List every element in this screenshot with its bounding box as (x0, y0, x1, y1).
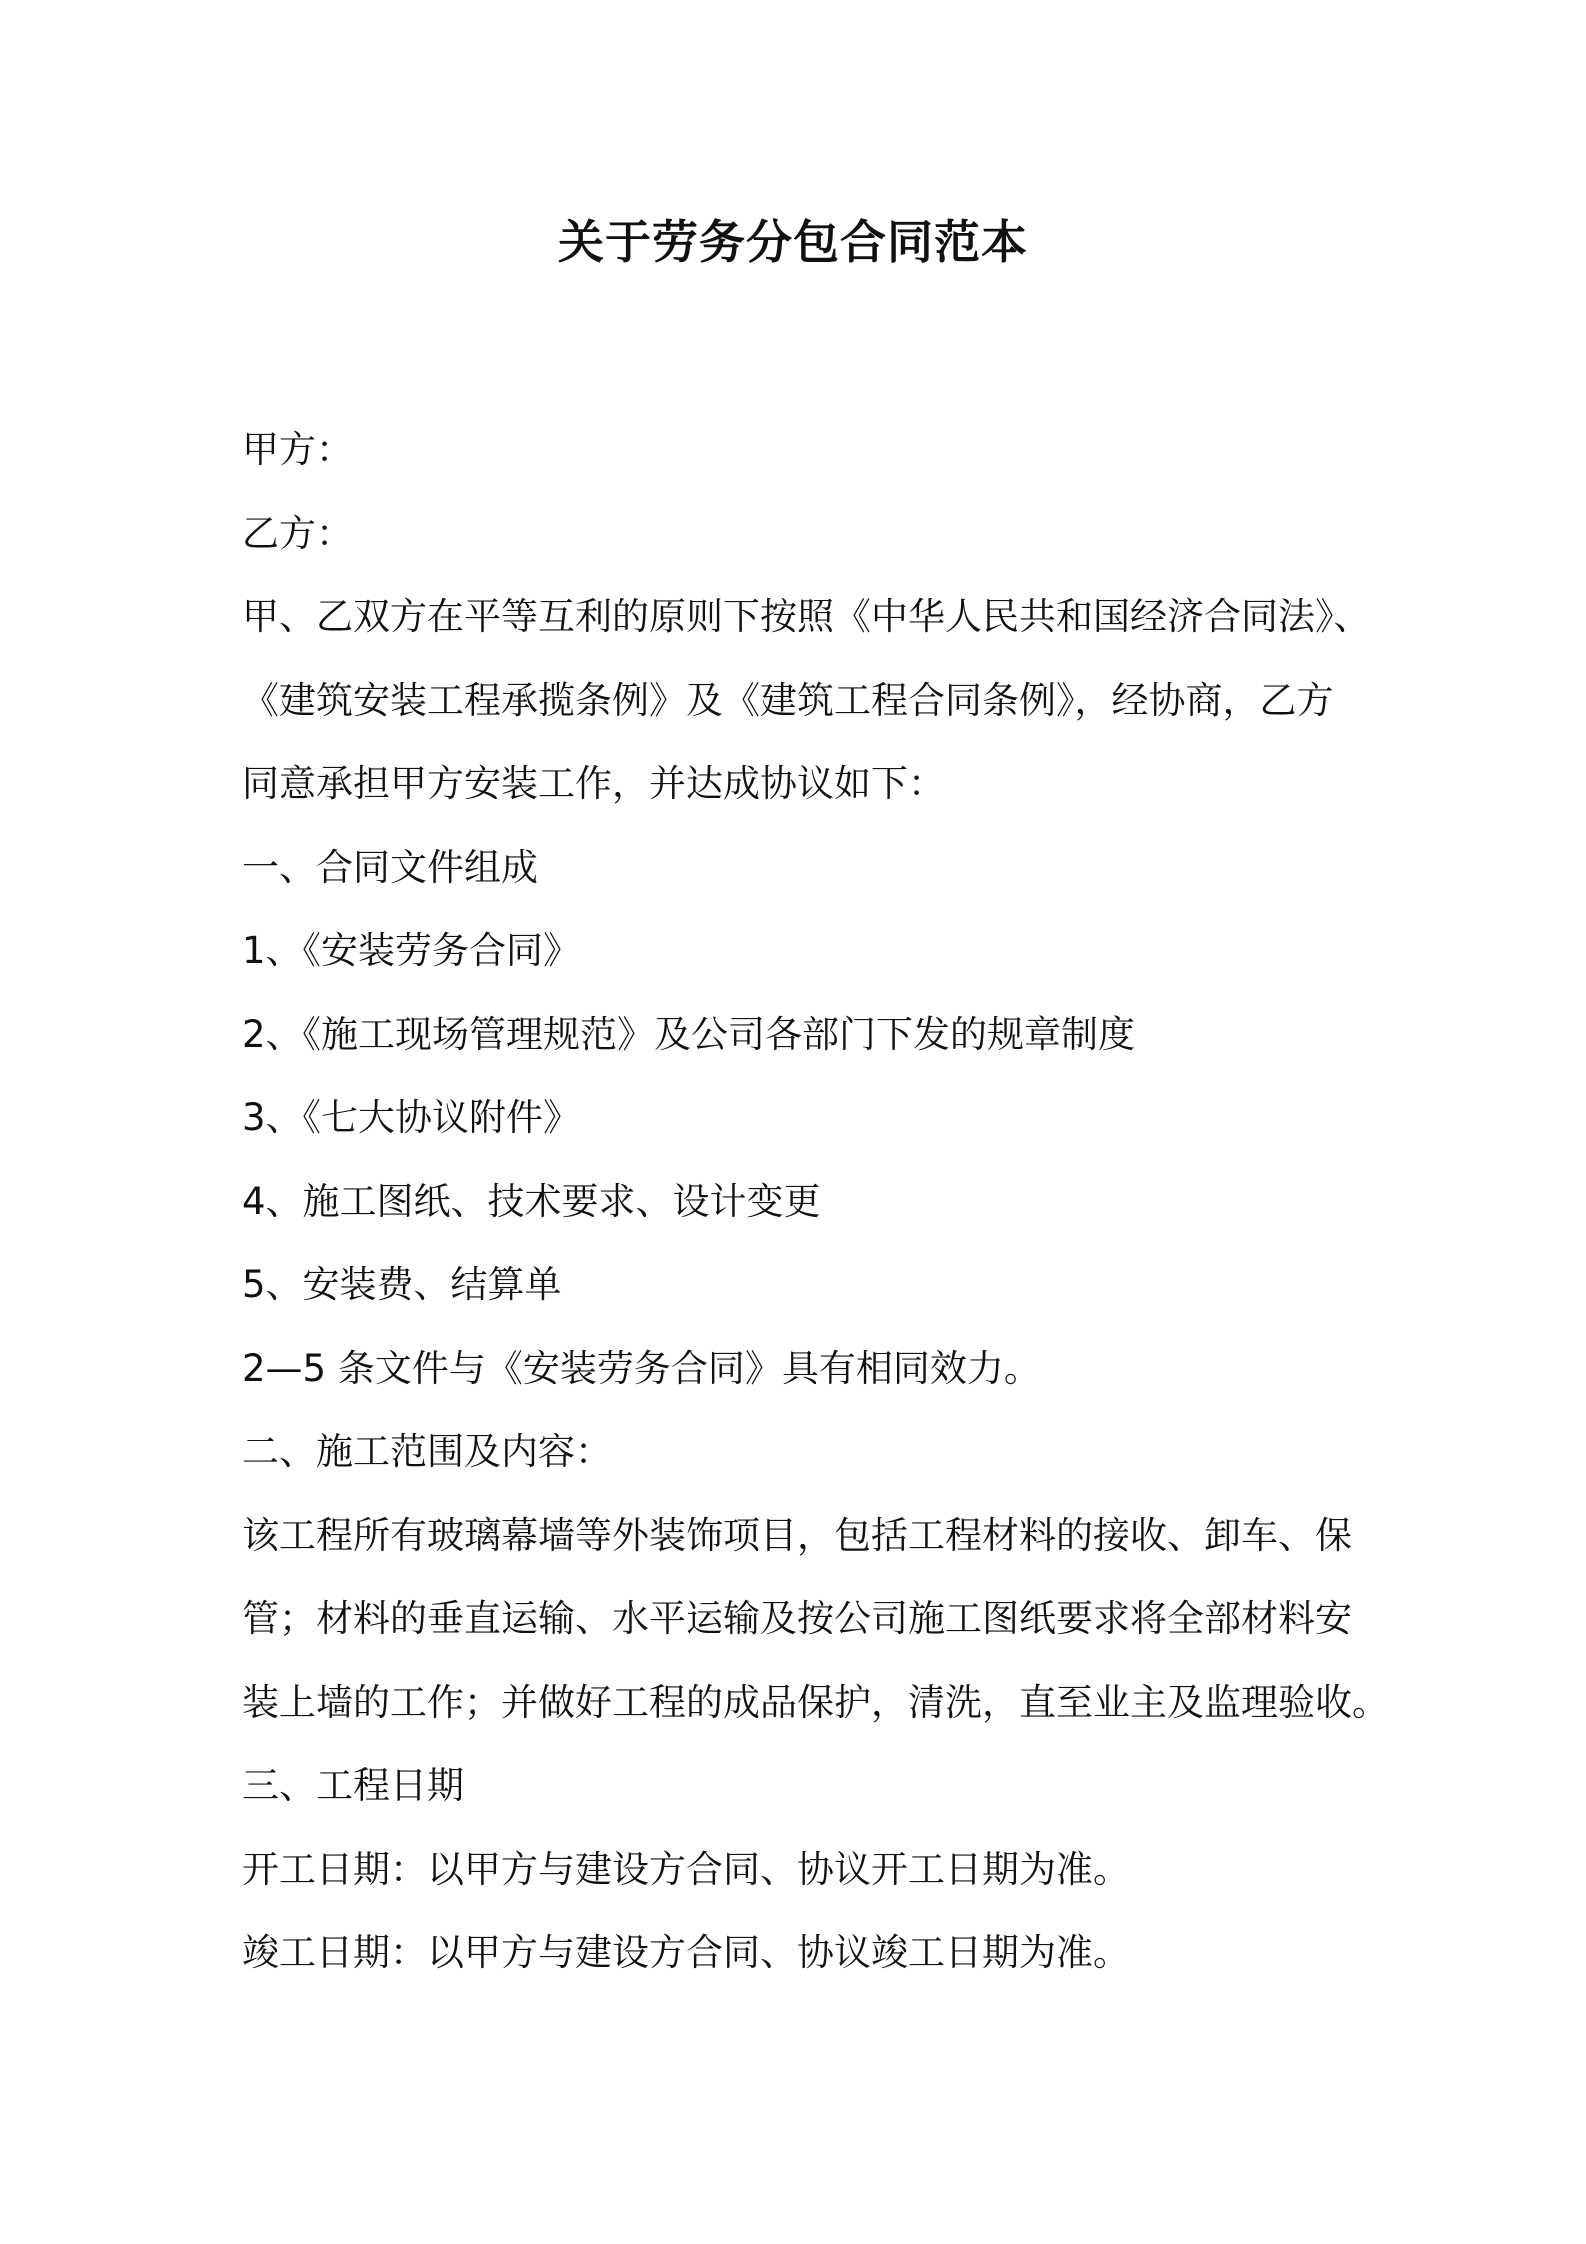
section-1-item-5: 5、安装费、结算单 (242, 1263, 562, 1306)
section-1-note: 2—5 条文件与《安装劳务合同》具有相同效力。 (242, 1346, 1041, 1390)
document-title: 关于劳务分包合同范本 (558, 215, 1028, 269)
section-2-text-line-3: 装上墙的工作；并做好工程的成品保护，清洗，直至业主及监理验收。 (242, 1680, 1389, 1724)
document-body (242, 408, 1389, 1995)
section-2-heading: 二、施工范围及内容： (242, 1430, 612, 1473)
section-1-item-3: 3、《七大协议附件》 (242, 1096, 581, 1139)
preamble-line-2: 《建筑安装工程承揽条例》及《建筑工程合同条例》，经协商，乙方 (242, 678, 1334, 722)
section-1-item-4: 4、施工图纸、技术要求、设计变更 (242, 1179, 821, 1223)
party-b-line: 乙方： (242, 511, 353, 555)
party-a-line: 甲方： (242, 428, 353, 471)
section-1-item-1: 1、《安装劳务合同》 (242, 929, 581, 972)
section-1-heading: 一、合同文件组成 (242, 845, 538, 889)
section-2-text-line-1: 该工程所有玻璃幕墙等外装饰项目，包括工程材料的接收、卸车、保 (242, 1513, 1352, 1557)
start-date-line: 开工日期：以甲方与建设方合同、协议开工日期为准。 (242, 1847, 1130, 1891)
section-1-item-2: 2、《施工现场管理规范》及公司各部门下发的规章制度 (242, 1012, 1136, 1056)
completion-date-line: 竣工日期：以甲方与建设方合同、协议竣工日期为准。 (242, 1931, 1130, 1974)
preamble-line-3: 同意承担甲方安装工作，并达成协议如下： (242, 762, 945, 805)
section-3-heading: 三、工程日期 (242, 1764, 464, 1807)
preamble-line-1: 甲、乙双方在平等互利的原则下按照《中华人民共和国经济合同法》、 (242, 595, 1371, 638)
section-2-text-line-2: 管；材料的垂直运输、水平运输及按公司施工图纸要求将全部材料安 (242, 1597, 1352, 1640)
